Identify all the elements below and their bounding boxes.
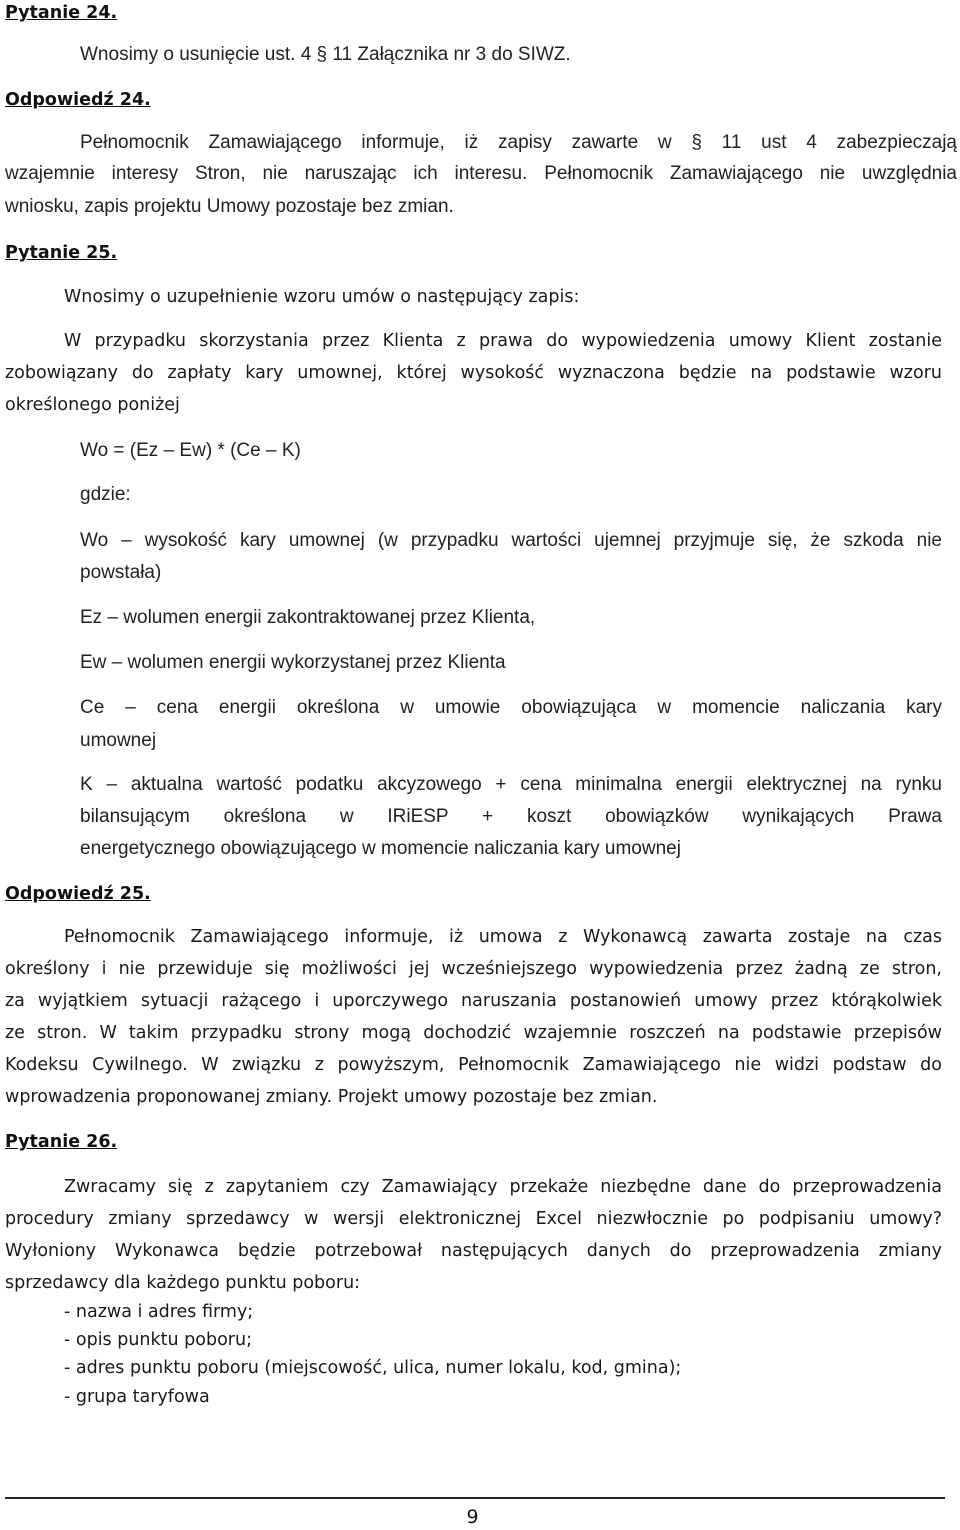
question-24-text: Wnosimy o usunięcie ust. 4 § 11 Załącznika nr 3 do SIWZ. — [80, 44, 571, 65]
answer-25-line-4: ze stron. W takim przypadku strony mogą dochodzić wzajemnie roszczeń na podstawie przepisów — [5, 1023, 942, 1043]
question-26-heading: Pytanie 26. — [5, 1132, 118, 1152]
question-25-heading: Pytanie 25. — [5, 243, 118, 263]
definition-k-line-1: K – aktualna wartość podatku akcyzowego + cena minimalna energii elektrycznej na rynku — [80, 774, 942, 795]
answer-25-heading: Odpowiedź 25. — [5, 884, 151, 904]
list-item: - adres punktu poboru (miejscowość, ulica, numer lokalu, kod, gmina); — [64, 1358, 682, 1378]
definition-ez: Ez – wolumen energii zakontraktowanej przez Klienta, — [80, 607, 536, 628]
formula: Wo = (Ez – Ew) * (Ce – K) — [80, 440, 301, 461]
question-26-line-3: Wyłoniony Wykonawca będzie potrzebował następujących danych do przeprowadzenia zmiany — [5, 1241, 942, 1261]
definition-wo-line-2: powstała) — [80, 562, 162, 583]
answer-24-line-1: Pełnomocnik Zamawiającego informuje, iż zapisy zawarte w § 11 ust 4 zabezpieczają — [80, 132, 957, 153]
page-number: 9 — [466, 1506, 479, 1528]
answer-25-line-5: Kodeksu Cywilnego. W związku z powyższym, Pełnomocnik Zamawiającego nie widzi podstaw do — [5, 1055, 942, 1075]
question-25-paragraph-line-3: określonego poniżej — [5, 395, 180, 415]
answer-25-line-6: wprowadzenia proponowanej zmiany. Projekt umowy pozostaje bez zmian. — [5, 1087, 658, 1107]
question-25-intro: Wnosimy o uzupełnienie wzoru umów o następujący zapis: — [64, 287, 580, 307]
where-label: gdzie: — [80, 484, 131, 505]
question-24-heading: Pytanie 24. — [5, 3, 118, 23]
definition-k-line-2: bilansującym określona w IRiESP + koszt obowiązków wynikających Prawa — [80, 806, 942, 827]
list-item: - nazwa i adres firmy; — [64, 1302, 254, 1322]
answer-25-line-2: określony i nie przewiduje się możliwości jej wcześniejszego wypowiedzenia przez żadną ze stron, — [5, 959, 942, 979]
answer-25-line-3: za wyjątkiem sytuacji rażącego i uporczywego naruszania postanowień umowy przez którąkolwiek — [5, 991, 942, 1011]
definition-ce-line-2: umownej — [80, 730, 157, 751]
question-26-line-1: Zwracamy się z zapytaniem czy Zamawiający przekaże niezbędne dane do przeprowadzenia — [64, 1177, 942, 1197]
footer-rule — [5, 1497, 945, 1499]
answer-25-line-1: Pełnomocnik Zamawiającego informuje, iż umowa z Wykonawcą zawarta zostaje na czas — [64, 927, 942, 947]
list-item: - opis punktu poboru; — [64, 1330, 252, 1350]
definition-wo-line-1: Wo – wysokość kary umownej (w przypadku wartości ujemnej przyjmuje się, że szkoda nie — [80, 530, 942, 551]
question-26-line-2: procedury zmiany sprzedawcy w wersji elektronicznej Excel niezwłocznie po podpisaniu umowy? — [5, 1209, 942, 1229]
answer-24-heading: Odpowiedź 24. — [5, 90, 151, 110]
definition-ew: Ew – wolumen energii wykorzystanej przez Klienta — [80, 652, 506, 673]
answer-24-line-2: wzajemnie interesy Stron, nie naruszając ich interesu. Pełnomocnik Zamawiającego nie uwzględnia — [5, 163, 957, 184]
definition-k-line-3: energetycznego obowiązującego w momencie naliczania kary umownej — [80, 838, 681, 859]
list-item: - grupa taryfowa — [64, 1387, 210, 1407]
answer-24-line-3: wniosku, zapis projektu Umowy pozostaje bez zmian. — [5, 196, 454, 217]
definition-ce-line-1: Ce – cena energii określona w umowie obowiązująca w momencie naliczania kary — [80, 697, 942, 718]
question-25-paragraph-line-2: zobowiązany do zapłaty kary umownej, której wysokość wyznaczona będzie na podstawie wzoru — [5, 363, 942, 383]
question-25-paragraph-line-1: W przypadku skorzystania przez Klienta z prawa do wypowiedzenia umowy Klient zostanie — [64, 331, 942, 351]
question-26-line-4: sprzedawcy dla każdego punktu poboru: — [5, 1273, 361, 1293]
